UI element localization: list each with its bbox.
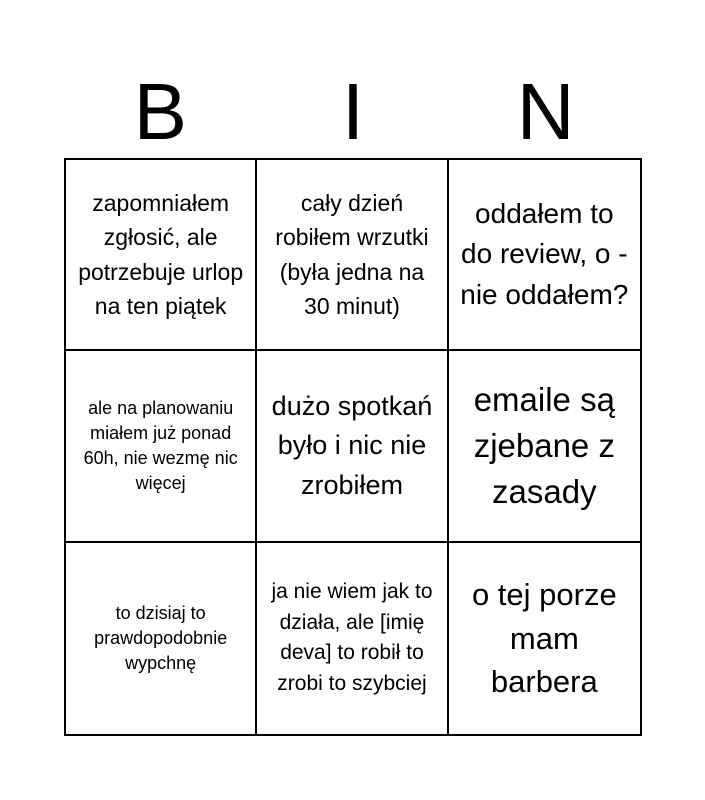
bingo-cell-text: ja nie wiem jak to działa, ale [imię deva] to robił to zrobi to szybciej (271, 580, 433, 695)
bingo-cell-text: to dzisiaj to prawdopodobnie wypchnę (94, 602, 228, 673)
bingo-cell-text: emaile są zjebane z zasady (473, 380, 615, 511)
bingo-cell-1-2[interactable] (257, 160, 448, 351)
bingo-board (64, 158, 642, 736)
bingo-cell-text: cały dzień robiłem wrzutki (była jedna na 30 minut) (275, 189, 429, 320)
header-letter-n: N (516, 67, 575, 156)
bingo-cell-3-2[interactable] (257, 543, 448, 734)
bingo-cell-2-1[interactable] (66, 351, 257, 542)
bingo-cell-3-3[interactable] (449, 543, 640, 734)
header-letter-b: B (133, 67, 187, 156)
bingo-cell-text: oddałem to do review, o - nie oddałem? (460, 197, 629, 310)
bingo-header (64, 66, 642, 158)
bingo-cell-2-3[interactable] (449, 351, 640, 542)
bingo-cell-1-3[interactable] (449, 160, 640, 351)
bingo-cell-1-1[interactable] (66, 160, 257, 351)
bingo-cell-2-2[interactable] (257, 351, 448, 542)
header-letter-i: I (341, 67, 365, 156)
bingo-cell-text: o tej porze mam barbera (471, 577, 617, 700)
bingo-cell-text: ale na planowaniu miałem już ponad 60h, nie wezmę nic więcej (83, 397, 238, 494)
bingo-cell-text: zapomniałem zgłosić, ale potrzebuje urlop na ten piątek (78, 189, 244, 320)
bingo-cell-text: dużo spotkań było i nic nie zrobiłem (271, 391, 433, 500)
bingo-cell-3-1[interactable] (66, 543, 257, 734)
